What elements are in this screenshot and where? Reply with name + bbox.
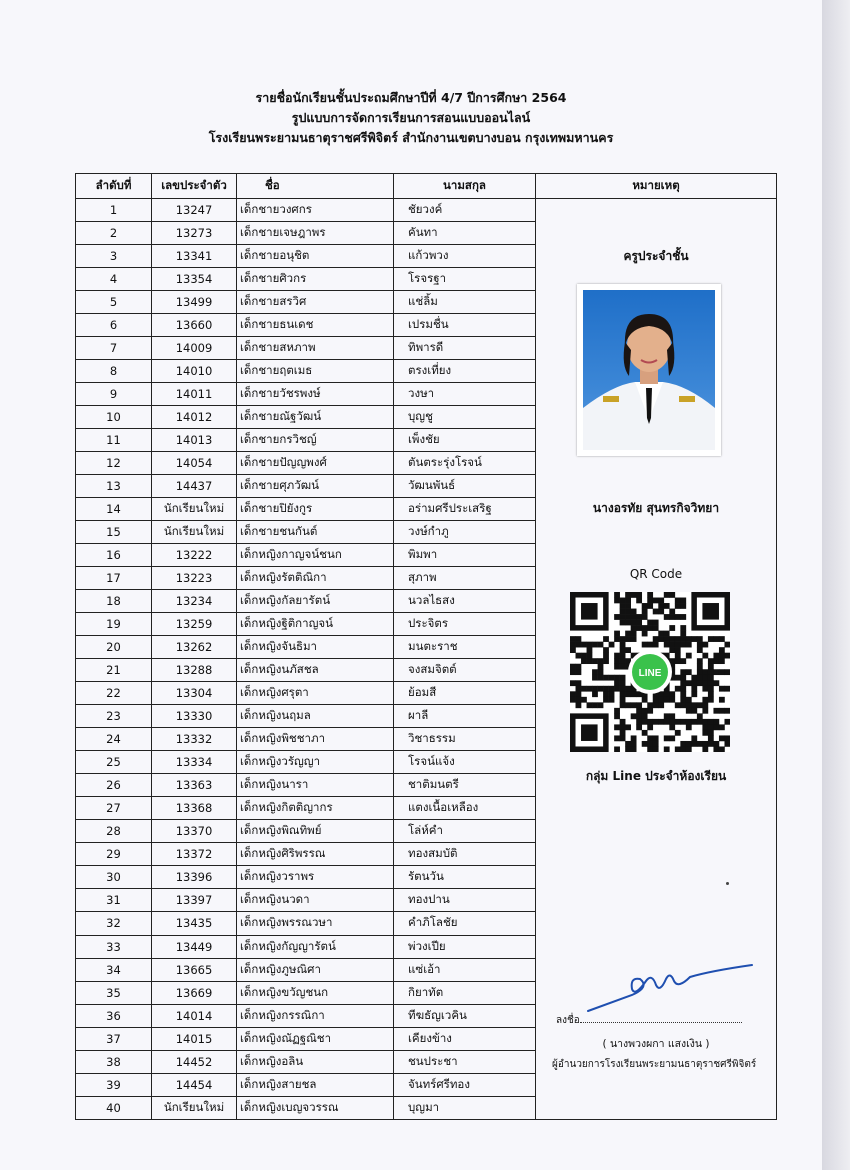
surname: แตงเนื้อเหลือง (394, 797, 536, 820)
first-name: เด็กหญิงวราพร (237, 866, 394, 889)
surname: ชัยวงค์ (394, 199, 536, 222)
director-name: ( นางพวงผกา แสงเงิน ) (602, 1038, 710, 1050)
student-id: นักเรียนใหม่ (152, 1096, 237, 1119)
first-name: เด็กหญิงกิตติญากร (237, 797, 394, 820)
student-id: 13665 (152, 958, 237, 981)
student-id: นักเรียนใหม่ (152, 521, 237, 544)
surname: แซ่เอ้า (394, 958, 536, 981)
table-row (76, 199, 777, 222)
table-header-row (76, 174, 777, 199)
first-name: เด็กชายปิยังกูร (237, 498, 394, 521)
row-number: 8 (76, 360, 152, 383)
first-name: เด็กหญิงฐิติกาญจน์ (237, 613, 394, 636)
surname: วิชาธรรม (394, 728, 536, 751)
surname: จงสมจิตต์ (394, 659, 536, 682)
title-line-2: รูปแบบการจัดการเรียนการสอนแบบออนไลน์ (291, 110, 531, 125)
first-name: เด็กชายชนกันต์ (237, 521, 394, 544)
first-name: เด็กหญิงจันธิมา (237, 636, 394, 659)
student-id: 13354 (152, 268, 237, 291)
surname: พิมพา (394, 544, 536, 567)
row-number: 26 (76, 774, 152, 797)
student-id: 13288 (152, 659, 237, 682)
row-number: 31 (76, 889, 152, 912)
row-number: 4 (76, 268, 152, 291)
student-id: 13332 (152, 728, 237, 751)
student-id: 13273 (152, 222, 237, 245)
row-number: 9 (76, 383, 152, 406)
student-id: 13396 (152, 866, 237, 889)
scan-edge (822, 0, 850, 1170)
first-name: เด็กหญิงนารา (237, 774, 394, 797)
row-number: 17 (76, 567, 152, 590)
surname: เพ็งชัย (394, 429, 536, 452)
first-name: เด็กหญิงนวดา (237, 889, 394, 912)
remarks-panel (540, 199, 772, 1119)
surname: ผาลี (394, 705, 536, 728)
row-number: 7 (76, 337, 152, 360)
student-id: 14014 (152, 1004, 237, 1027)
first-name: เด็กชายอนุชิต (237, 245, 394, 268)
student-id: 14012 (152, 406, 237, 429)
first-name: เด็กชายศิวกร (237, 268, 394, 291)
first-name: เด็กหญิงภูษณิศา (237, 958, 394, 981)
first-name: เด็กชายฤตเมธ (237, 360, 394, 383)
first-name: เด็กหญิงอลิน (237, 1050, 394, 1073)
student-id: 13449 (152, 935, 237, 958)
document-title (0, 88, 822, 148)
student-id: 14015 (152, 1027, 237, 1050)
student-id: 13223 (152, 567, 237, 590)
student-id: 13247 (152, 199, 237, 222)
line-group-label: กลุ่ม Line ประจำห้องเรียน (585, 769, 727, 783)
row-number: 35 (76, 981, 152, 1004)
student-id: 13334 (152, 751, 237, 774)
surname: พ่วงเปีย (394, 935, 536, 958)
first-name: เด็กชายธนเดช (237, 314, 394, 337)
title-line-1: รายชื่อนักเรียนชั้นประถมศึกษาปีที่ 4/7 ปีการศึกษา 2564 (255, 90, 567, 105)
row-number: 15 (76, 521, 152, 544)
row-number: 1 (76, 199, 152, 222)
teacher-name: นางอรทัย สุนทรกิจวิทยา (592, 501, 720, 515)
row-number: 34 (76, 958, 152, 981)
col-header-remarks: หมายเหตุ (536, 174, 777, 199)
student-id: 13499 (152, 291, 237, 314)
student-id: 14437 (152, 475, 237, 498)
row-number: 13 (76, 475, 152, 498)
first-name: เด็กชายณัฐวัฒน์ (237, 406, 394, 429)
first-name: เด็กหญิงนฤมล (237, 705, 394, 728)
speck (726, 882, 729, 885)
row-number: 37 (76, 1027, 152, 1050)
row-number: 11 (76, 429, 152, 452)
row-number: 18 (76, 590, 152, 613)
student-id: 13341 (152, 245, 237, 268)
row-number: 36 (76, 1004, 152, 1027)
student-id: นักเรียนใหม่ (152, 498, 237, 521)
first-name: เด็กหญิงเบญจวรรณ (237, 1096, 394, 1119)
student-id: 13222 (152, 544, 237, 567)
director-signature (580, 959, 760, 1019)
surname: โล่ห์คำ (394, 820, 536, 843)
sign-prefix: ลงชื่อ (556, 1015, 580, 1026)
surname: รัตนวัน (394, 866, 536, 889)
surname: มนตะราช (394, 636, 536, 659)
student-id: 13660 (152, 314, 237, 337)
surname: อร่ามศรีประเสริฐ (394, 498, 536, 521)
row-number: 25 (76, 751, 152, 774)
student-id: 13234 (152, 590, 237, 613)
remarks-cell (536, 199, 777, 1120)
student-id: 13669 (152, 981, 237, 1004)
student-id: 14452 (152, 1050, 237, 1073)
first-name: เด็กชายศุภวัฒน์ (237, 475, 394, 498)
surname: สุภาพ (394, 567, 536, 590)
first-name: เด็กหญิงรัตติณิกา (237, 567, 394, 590)
col-header-first-name: ชื่อ (237, 174, 394, 199)
first-name: เด็กหญิงนภัสชล (237, 659, 394, 682)
surname: ประจิตร (394, 613, 536, 636)
student-id: 14454 (152, 1073, 237, 1096)
first-name: เด็กหญิงกรรณิกา (237, 1004, 394, 1027)
row-number: 40 (76, 1096, 152, 1119)
student-id: 13363 (152, 774, 237, 797)
title-line-3: โรงเรียนพระยามนธาตุราชศรีพิจิตร์ สำนักงานเขตบางบอน กรุงเทพมหานคร (208, 130, 614, 145)
first-name: เด็กหญิงสายชล (237, 1073, 394, 1096)
row-number: 2 (76, 222, 152, 245)
surname: โรจน์แจ้ง (394, 751, 536, 774)
row-number: 29 (76, 843, 152, 866)
row-number: 22 (76, 682, 152, 705)
first-name: เด็กชายสรวิศ (237, 291, 394, 314)
row-number: 32 (76, 912, 152, 935)
first-name: เด็กชายวัชรพงษ์ (237, 383, 394, 406)
surname: โรจรฐา (394, 268, 536, 291)
student-id: 13368 (152, 797, 237, 820)
row-number: 24 (76, 728, 152, 751)
surname: วัฒนพันธ์ (394, 475, 536, 498)
line-qr-code (570, 592, 730, 752)
row-number: 20 (76, 636, 152, 659)
student-id: 13372 (152, 843, 237, 866)
surname: แช่ลิ้ม (394, 291, 536, 314)
student-id: 13370 (152, 820, 237, 843)
row-number: 23 (76, 705, 152, 728)
surname: คำภิโลชัย (394, 912, 536, 935)
first-name: เด็กหญิงศิริพรรณ (237, 843, 394, 866)
row-number: 10 (76, 406, 152, 429)
row-number: 12 (76, 452, 152, 475)
surname: เปรมชื่น (394, 314, 536, 337)
surname: วงษ์กำภู (394, 521, 536, 544)
first-name: เด็กหญิงพรรณวษา (237, 912, 394, 935)
surname: ตันตระรุ่งโรจน์ (394, 452, 536, 475)
first-name: เด็กชายกรวิชญ์ (237, 429, 394, 452)
teacher-photo (577, 284, 721, 456)
row-number: 27 (76, 797, 152, 820)
first-name: เด็กชายเจษฎาพร (237, 222, 394, 245)
surname: ทองสมบัติ (394, 843, 536, 866)
surname: ทิพารดี (394, 337, 536, 360)
surname: ชนประชา (394, 1050, 536, 1073)
row-number: 21 (76, 659, 152, 682)
surname: จันทร์ศรีทอง (394, 1073, 536, 1096)
line-logo-icon: LINE (638, 668, 662, 679)
row-number: 5 (76, 291, 152, 314)
first-name: เด็กหญิงกัลยารัตน์ (237, 590, 394, 613)
surname: ย้อมสี (394, 682, 536, 705)
director-title: ผู้อำนวยการโรงเรียนพระยามนธาตุราชศรีพิจิตร์ (552, 1059, 757, 1070)
first-name: เด็กชายวงศกร (237, 199, 394, 222)
first-name: เด็กหญิงพิชชาภา (237, 728, 394, 751)
row-number: 6 (76, 314, 152, 337)
surname: นวลไธสง (394, 590, 536, 613)
first-name: เด็กหญิงวรัญญา (237, 751, 394, 774)
surname: ตรงเที่ยง (394, 360, 536, 383)
surname: บุญมา (394, 1096, 536, 1119)
student-id: 14054 (152, 452, 237, 475)
col-header-student-id: เลขประจำตัว (152, 174, 237, 199)
first-name: เด็กชายปัญญพงศ์ (237, 452, 394, 475)
student-id: 14010 (152, 360, 237, 383)
surname: เคียงข้าง (394, 1027, 536, 1050)
student-id: 14011 (152, 383, 237, 406)
student-roster-table (75, 173, 777, 1120)
row-number: 3 (76, 245, 152, 268)
first-name: เด็กชายสหภาพ (237, 337, 394, 360)
col-header-surname: นามสกุล (394, 174, 536, 199)
first-name: เด็กหญิงพิณทิพย์ (237, 820, 394, 843)
student-id: 13330 (152, 705, 237, 728)
student-id: 14009 (152, 337, 237, 360)
row-number: 39 (76, 1073, 152, 1096)
row-number: 14 (76, 498, 152, 521)
student-id: 13304 (152, 682, 237, 705)
first-name: เด็กหญิงกัญญารัตน์ (237, 935, 394, 958)
row-number: 16 (76, 544, 152, 567)
first-name: เด็กหญิงศรุตา (237, 682, 394, 705)
surname: วงษา (394, 383, 536, 406)
signature-line (556, 1013, 766, 1028)
student-id: 13397 (152, 889, 237, 912)
first-name: เด็กหญิงขวัญชนก (237, 981, 394, 1004)
student-id: 13435 (152, 912, 237, 935)
student-id: 13259 (152, 613, 237, 636)
qr-code-label: QR Code (629, 567, 683, 581)
row-number: 33 (76, 935, 152, 958)
row-number: 38 (76, 1050, 152, 1073)
col-header-number: ลำดับที่ (76, 174, 152, 199)
first-name: เด็กหญิงณัฏฐณิชา (237, 1027, 394, 1050)
surname: แก้วพวง (394, 245, 536, 268)
student-id: 14013 (152, 429, 237, 452)
student-id: 13262 (152, 636, 237, 659)
first-name: เด็กหญิงกาญจน์ชนก (237, 544, 394, 567)
surname: ทองปาน (394, 889, 536, 912)
surname: ทีฆธัญเวคิน (394, 1004, 536, 1027)
surname: คันทา (394, 222, 536, 245)
row-number: 19 (76, 613, 152, 636)
surname: บุญชู (394, 406, 536, 429)
surname: กิยาทัต (394, 981, 536, 1004)
homeroom-teacher-label: ครูประจำชั้น (623, 249, 689, 263)
row-number: 30 (76, 866, 152, 889)
surname: ชาติมนตรี (394, 774, 536, 797)
row-number: 28 (76, 820, 152, 843)
